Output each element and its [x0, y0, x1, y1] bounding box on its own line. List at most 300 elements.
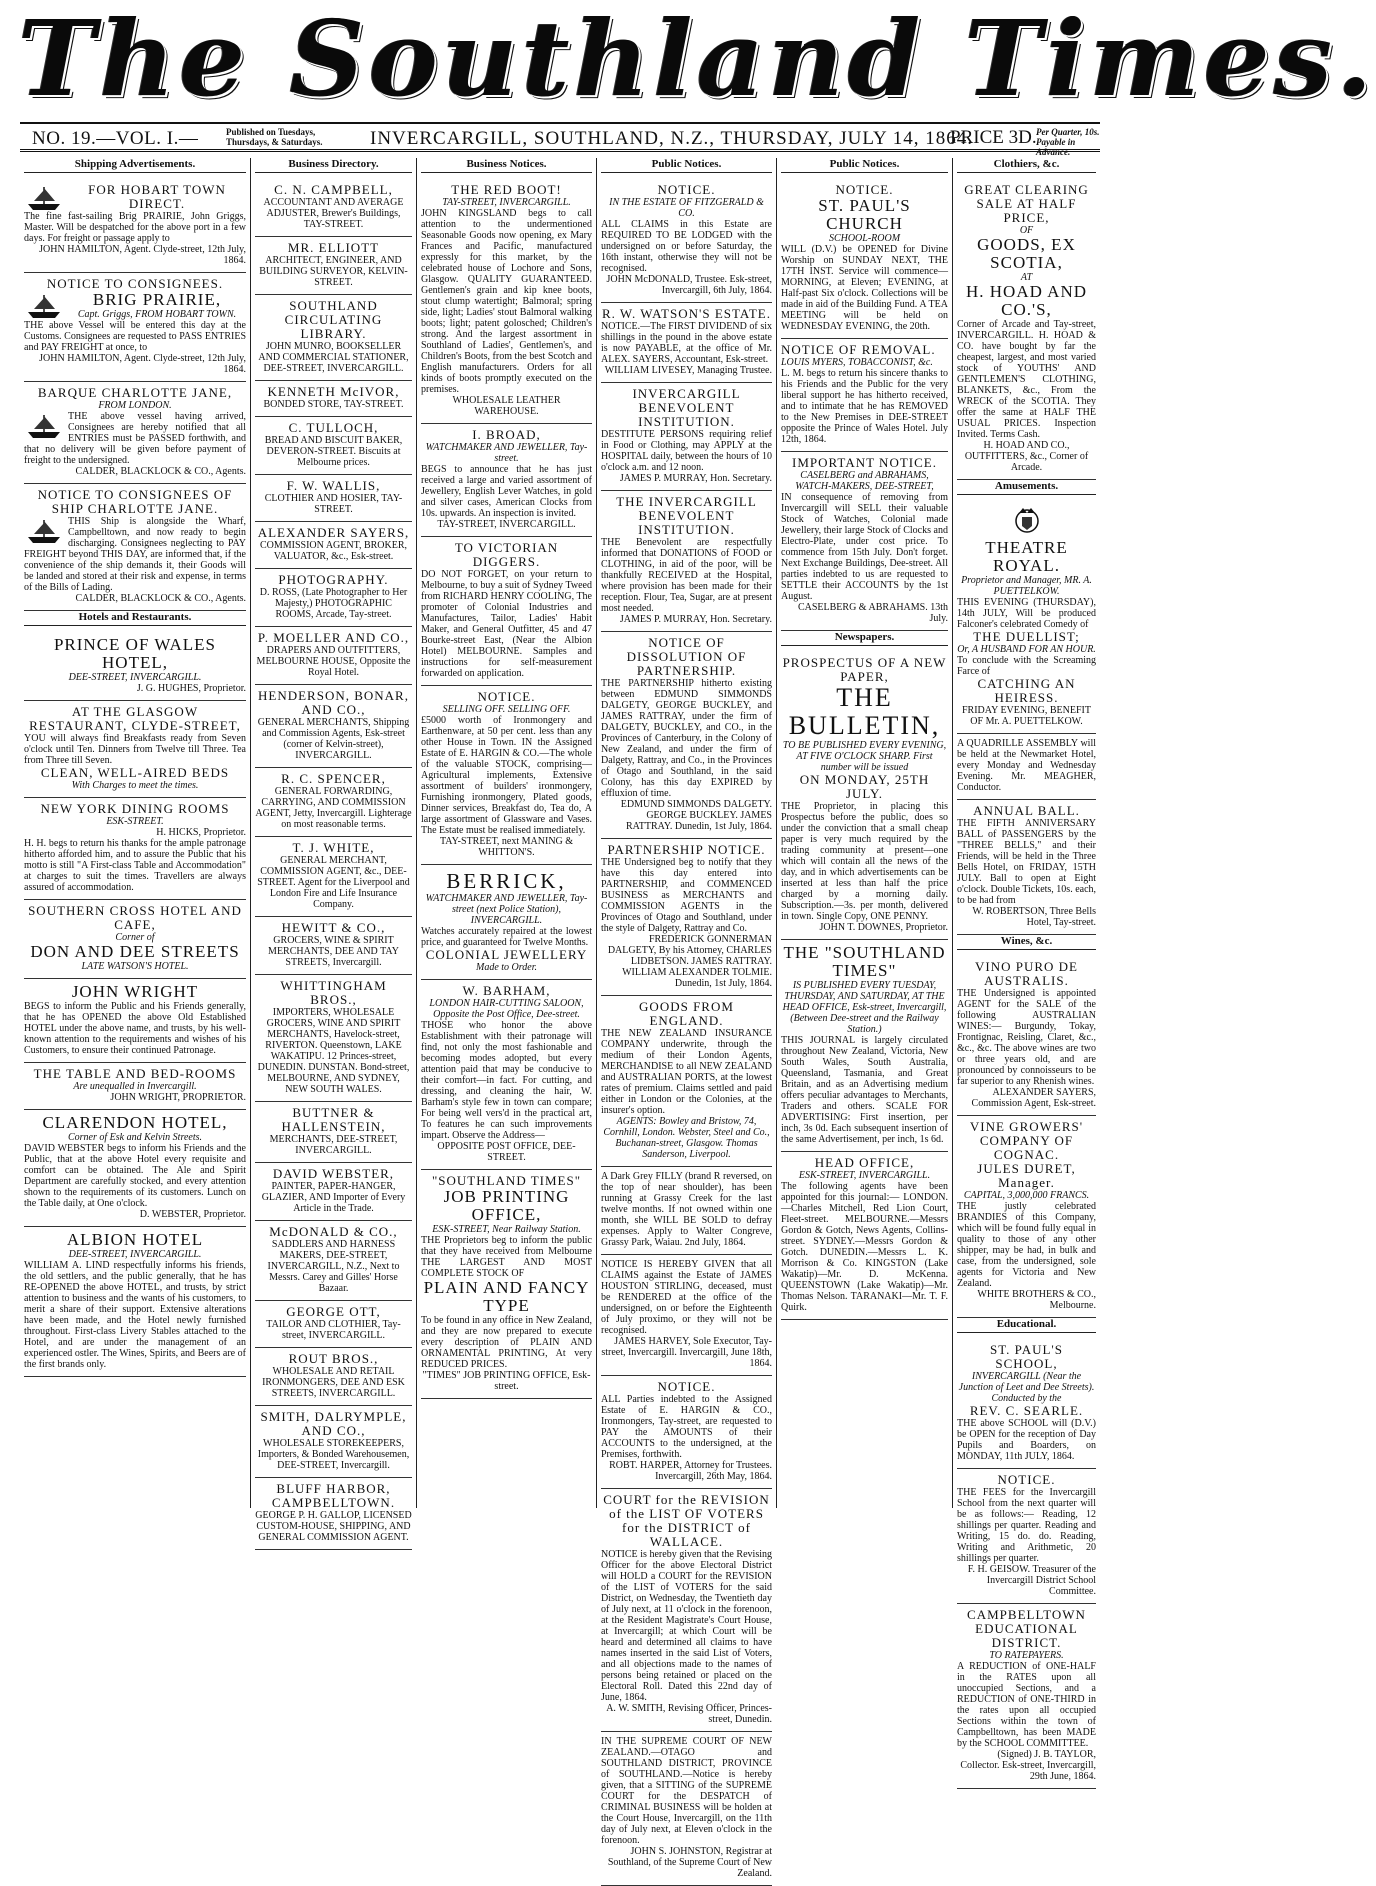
directory-entry-name: MR. ELLIOTT — [287, 240, 380, 255]
advert-heading: CAMPBELLTOWN EDUCATIONAL DISTRICT. — [967, 1607, 1086, 1650]
advert-heading: NEW YORK DINING ROOMS — [40, 801, 230, 816]
advert — [24, 632, 246, 701]
advert-subtitle: CAPITAL, 3,000,000 FRANCS. — [963, 1190, 1090, 1201]
advert — [601, 1167, 772, 1255]
advert-body: IN consequence of removing from Invercargill will SELL their valuable Stock of Watches, Colonial made Jewellery, their large Stock of Clocks and Electro-Plate, under cost price. To commence from 15th July. Don't forget. Next Exchange Buildings, Dee-street. All parties indebted to us are requested to SETTLE their ACCOUNTS by the 1st August. — [781, 492, 948, 602]
advert-body: NOTICE IS HEREBY GIVEN that all CLAIMS against the Estate of JAMES HOUSTON STIRLING, deceased, must be RENDERED at the office of the undersigned, on or before the Eighteenth of July proximo, or they will not be recognised. — [601, 1259, 772, 1336]
advert-signature: CASELBERG & ABRAHAMS. 13th July. — [797, 602, 948, 624]
directory-entry-name: DAVID WEBSTER, — [272, 1166, 395, 1181]
advert-heading: NOTICE. — [657, 182, 716, 197]
section-heading: Public Notices. — [601, 158, 772, 173]
column-business-directory — [250, 158, 416, 1543]
advert-body: THE NEW ZEALAND INSURANCE COMPANY underwrite, through the medium of their London Agents, MERCHANDISE to all NEW ZEALAND and AUSTRALIAN PORTS, at the lowest rates of premium. Claims settled and paid either in London or the Colonies, at the insurer's option. — [601, 1028, 772, 1116]
advert-body: YOU will always find Breakfasts ready from Seven o'clock until Ten. Dinners from Twelve till Three. Tea from Three till Seven. — [24, 733, 246, 766]
advert-body: To be found in any office in New Zealand, and they are now prepared to execute every description of PLAIN AND ORNAMENTAL PRINTING, At very REDUCED PRICES. — [421, 1315, 592, 1370]
directory-entry-details: COMMISSION AGENT, BROKER, VALUATOR, &c., Esk-street. — [259, 540, 408, 562]
advert-subtitle: Made to Order. — [475, 962, 537, 973]
place-date: INVERCARGILL, SOUTHLAND, N.Z., THURSDAY, JULY 14, 1864. — [370, 128, 974, 149]
subscription-terms: Per Quarter, 10s. Payable in Advance. — [1036, 127, 1100, 157]
advert-signature: JOHN WRIGHT, PROPRIETOR. — [110, 1092, 246, 1103]
advert-body: THE Undersigned is appointed AGENT for the SALE of the following AUSTRALIAN WINES:— Burgundy, Tokay, Frontignac, Reisling, Claret, &c., &c., &c. The above wines are two or three years old, and are pronounced by connoisseurs to be far superior to any Rhenish wines. — [957, 988, 1096, 1087]
advert-heading: PROSPECTUS OF A NEW PAPER, — [782, 655, 947, 684]
advert-heading: NOTICE OF DISSOLUTION OF PARTNERSHIP. — [626, 635, 747, 678]
advert-body: DESTITUTE PERSONS requiring relief in Food or Clothing, may APPLY at the HOSPITAL daily, between the hours of 10 o'clock a.m. and 12 noon. — [601, 429, 772, 473]
directory-entry-details: DRAPERS AND OUTFITTERS, MELBOURNE HOUSE, Opposite the Royal Hotel. — [256, 645, 411, 678]
advert-body: THIS EVENING (THURSDAY), 14th JULY, Will be produced Falconer's celebrated Comedy of — [957, 597, 1096, 630]
advert — [24, 701, 246, 798]
section-heading: Shipping Advertisements. — [24, 158, 246, 173]
directory-entry-name: HENDERSON, BONAR, AND CO., — [258, 688, 409, 717]
advert — [957, 800, 1096, 935]
advert-signature: D. WEBSTER, Proprietor. — [139, 1209, 246, 1220]
directory-list — [255, 179, 412, 1550]
advert-body: NOTICE is hereby given that the Revising Officer for the above Electoral District will HOLD a COURT for the REVISION of the LIST of VOTERS for the said District, on Wednesday, the Twentieth day of July next, at 11 o'clock in the forenoon, at the Resident Magistrate's Court House, at Invercargill; at which Court will be heard and determined all claims to have names inserted in the said List of Voters, and all objections made to the names of persons being retained or placed on the Electoral Roll. Dated this 22nd day of June, 1864. — [601, 1549, 772, 1703]
advert-signature: TAY-STREET, next MANING & WHITTON'S. — [439, 836, 574, 858]
advert-heading: BARQUE CHARLOTTE JANE, — [37, 385, 233, 400]
directory-entry-name: ALEXANDER SAYERS, — [257, 525, 410, 540]
advert — [421, 865, 592, 980]
directory-entry-details: JOHN MUNRO, BOOKSELLER AND COMMERCIAL STATIONER, DEE-STREET, INVERCARGILL. — [258, 341, 409, 374]
advert — [957, 734, 1096, 800]
advert-body: NOTICE.—The FIRST DIVIDEND of six shillings in the pound in the above estate is now PAYABLE, at the office of Mr. ALEX. SAYERS, Accountant, Esk-street. — [601, 321, 772, 365]
directory-entry-details: GENERAL MERCHANTS, Shipping and Commission Agents, Esk-street (corner of Kelvin-street), INVERCARGILL. — [257, 717, 410, 761]
advert — [601, 1732, 772, 1886]
advert-heading: CLEAN, WELL-AIRED BEDS — [40, 765, 230, 780]
advert-body: ALL Parties indebted to the Assigned Estate of E. HARGIN & CO., Ironmongers, Tay-street, are requested to PAY the AMOUNTS of their ACCOUNTS to the undersigned, at the Premises, forthwith. — [601, 1394, 772, 1460]
advert-heading: ON MONDAY, 25TH JULY. — [799, 772, 930, 801]
advert — [601, 179, 772, 303]
advert-signature: WHITE BROTHERS & CO., Melbourne. — [977, 1289, 1096, 1311]
advert-heading: NOTICE OF REMOVAL. — [781, 342, 936, 357]
advert-title: ST. PAUL'S CHURCH — [818, 196, 911, 233]
advert-signature: FRIDAY EVENING, BENEFIT OF Mr. A. PUETTELKOW. — [962, 705, 1091, 727]
advert-subtitle: IS PUBLISHED EVERY TUESDAY, THURSDAY, AND SATURDAY, AT THE HEAD OFFICE, Esk-street, Invercargill, (Between Dee-street and the Railway Station.) — [782, 980, 947, 1035]
advert-subtitle: Are unequalled in Invercargill. — [73, 1081, 197, 1092]
directory-entry — [255, 569, 412, 627]
advert-signature: A. W. SMITH, Revising Officer, Princes-street, Dunedin. — [606, 1703, 772, 1725]
advert-subtitle: LOUIS MYERS, TOBACCONIST, &c. — [781, 357, 933, 368]
advert-body: The following agents have been appointed for this journal:— LONDON.—Charles Mitchell, Red Lion Court, Fleet-street. MELBOURNE.—Messrs Gordon & Gotch, News Agents, Collins-street. SYDNEY.—Messrs Gordon & Gotch. DUNEDIN.—Messrs L. K. Morrison & Co. KINGSTON (Lake Wakatip)—Mr. D. McKenna. QUEENSTOWN (Lake Wakatip)—Mr. Thomas Nelson. TARANAKI—Mr. T. F. Quirk. — [781, 1181, 948, 1313]
dateline — [20, 122, 1100, 157]
advert-subtitle: TO BE PUBLISHED EVERY EVENING, AT FIVE O'CLOCK SHARP. First number will be issued — [782, 740, 947, 773]
advert-heading: ANNUAL BALL. — [973, 803, 1080, 818]
advert-heading: NOTICE. — [835, 182, 894, 197]
advert-signature: H. HICKS, Proprietor. — [156, 827, 246, 838]
column-public-notices — [596, 158, 776, 1879]
advert-body: DAVID WEBSTER begs to inform his Friends and the Public, that at the above Hotel every requisite and comfort can be obtained. The Ale and Spirit Department are carefully stocked, and every attention shown to the requirements of its customers. Lunch on the Table daily, at One o'clock. — [24, 1143, 246, 1209]
advert — [781, 179, 948, 339]
section-heading: Wines, &c. — [957, 935, 1096, 950]
directory-entry — [255, 381, 412, 417]
advert-title: BERRICK, — [446, 869, 567, 893]
advert-subtitle: WATCHMAKER AND JEWELLER, Tay-street (next Police Station), INVERCARGILL. — [425, 893, 588, 926]
advert — [24, 1063, 246, 1110]
advert — [957, 1604, 1096, 1789]
advert — [957, 1116, 1096, 1318]
advert-subtitle: IN THE ESTATE OF FITZGERALD & CO. — [609, 197, 764, 219]
advert-heading: THE DUELLIST; — [973, 629, 1080, 644]
section-heading: Newspapers. — [781, 631, 948, 646]
advert — [601, 996, 772, 1167]
directory-entry-details: TAILOR AND CLOTHIER, Tay-street, INVERCARGILL. — [266, 1319, 401, 1341]
directory-entry-details: D. ROSS, (Late Photographer to Her Majesty,) PHOTOGRAPHIC ROOMS, Arcade, Tay-street. — [259, 587, 408, 620]
directory-entry — [255, 522, 412, 569]
advert-subtitle: SELLING OFF. SELLING OFF. — [442, 704, 571, 715]
directory-entry-name: F. W. WALLIS, — [286, 478, 381, 493]
directory-entry-name: C. N. CAMPBELL, — [274, 182, 393, 197]
advert — [601, 1376, 772, 1489]
advert-heading: THE RED BOOT! — [451, 182, 562, 197]
advert-signature: F. H. GEISOW. Treasurer of the Invercargill District School Committee. — [967, 1564, 1096, 1597]
advert-signature: WILLIAM LIVESEY, Managing Trustee. — [604, 365, 772, 376]
directory-entry-name: GEORGE OTT, — [286, 1304, 381, 1319]
directory-entry — [255, 475, 412, 522]
advert-signature: ROBT. HARPER, Attorney for Trustees. Invercargill, 26th May, 1864. — [609, 1460, 772, 1482]
directory-entry-name: BLUFF HARBOR, CAMPBELLTOWN. — [271, 1481, 396, 1510]
advert-title: BRIG PRAIRIE, — [92, 290, 222, 309]
directory-entry-details: ARCHITECT, ENGINEER, AND BUILDING SURVEYOR, KELVIN-STREET. — [259, 255, 408, 288]
advert-subtitle: Or, A HUSBAND FOR AN HOUR. — [957, 644, 1096, 655]
advert-body: THE Benevolent are respectfully informed that DONATIONS of FOOD or CLOTHING, in aid of the poor, will be thankfully RECEIVED at the Hospital, where provision has been made for their reception. Flour, Tea, Sugar, are at present most needed. — [601, 537, 772, 614]
advert-title: PRINCE OF WALES HOTEL, — [53, 635, 217, 672]
advert-subtitle: AGENTS: Bowley and Bristow, 74, Cornhill, London. Webster, Steel and Co., Buchanan-street, Glasgow. Thomas Sanderson, Liverpool. — [603, 1116, 770, 1160]
advert-subtitle: With Charges to meet the times. — [71, 780, 199, 791]
advert-title: GOODS, EX SCOTIA, — [977, 235, 1076, 272]
column-shipping-hotels — [20, 158, 250, 1508]
advert-subtitle: Corner of — [115, 932, 155, 943]
advert — [957, 1469, 1096, 1604]
advert — [421, 424, 592, 537]
advert-signature: "TIMES" JOB PRINTING OFFICE, Esk-street. — [422, 1370, 591, 1392]
advert-title: THE "SOUTHLAND TIMES" — [783, 943, 946, 980]
ship-icon — [24, 413, 64, 439]
advert — [24, 1110, 246, 1227]
advert-subtitle: TO RATEPAYERS. — [989, 1650, 1064, 1661]
directory-entry — [255, 237, 412, 295]
advert-body: THE Proprietors beg to inform the public that they have received from Melbourne THE LARGEST AND MOST COMPLETE STOCK OF — [421, 1235, 592, 1279]
directory-entry — [255, 1406, 412, 1478]
directory-entry-details: BONDED STORE, TAY-STREET. — [263, 399, 404, 410]
advert-body: THE PARTNERSHIP hitherto existing between EDMUND SIMMONDS DALGETY, GEORGE BUCKLEY, and JAMES RATTRAY, under the firm of DALGETY, BUCKLEY, and CO., in the Provinces of Canterbury, in the Colony of New Zealand, and under the firm of Dalgety, Rattray, and Co., in the Provinces of Otago and Southland, in the said Colony, has this day EXPIRED by effluxion of time. — [601, 678, 772, 799]
advert — [957, 501, 1096, 734]
directory-entry-details: GEORGE P. H. GALLOP, LICENSED CUSTOM-HOUSE, SHIPPING, AND GENERAL COMMISSION AGENT. — [255, 1510, 412, 1543]
directory-entry-details: GENERAL FORWARDING, CARRYING, AND COMMISSION AGENT, Jetty, Invercargill. Lighterage on most reasonable terms. — [255, 786, 412, 830]
advert — [957, 1339, 1096, 1469]
advert-body: BEGS to announce that he has just received a large and varied assortment of Jewellery, English Lever Watches, in gold and silver cases, American Clocks from 10s. upwards. An inspection is invited. — [421, 464, 592, 519]
advert-body: ALL CLAIMS in this Estate are REQUIRED TO BE LODGED with the undersigned on or before Saturday, the 16th instant, otherwise they will not be recognised. — [601, 219, 772, 274]
advert-signature: W. ROBERTSON, Three Bells Hotel, Tay-street. — [972, 906, 1096, 928]
advert-title: THEATRE ROYAL. — [985, 538, 1068, 575]
advert-body: WILLIAM A. LIND respectfully informs his friends, the old settlers, and the public generally, that he has RE-OPENED the above HOTEL, and trusts, by strict attention to business and the wants of his customers, to merit a share of their support. Extensive alterations have been made, and the Hotel newly furnished throughout. First-class Livery Stables attached to the Hotel, and are under the management of an experienced ostler. The Wines, Spirits, and Beers are of the first brands only. — [24, 1260, 246, 1370]
advert-heading: JULES DURET, Manager. — [977, 1161, 1076, 1190]
advert-heading: NOTICE. — [477, 689, 536, 704]
advert-heading: AT THE GLASGOW RESTAURANT, CLYDE-STREET, — [29, 704, 241, 733]
advert-signature: EDMUND SIMMONDS DALGETY. GEORGE BUCKLEY. JAMES RATTRAY. Dunedin, 1st July, 1864. — [620, 799, 772, 832]
advert-body: The fine fast-sailing Brig PRAIRIE, John Griggs, Master. Will be despatched for the above port in a few days. For freight or passage apply to — [24, 211, 246, 244]
directory-entry — [255, 417, 412, 475]
advert-heading: NOTICE TO CONSIGNEES. — [46, 276, 224, 291]
advert — [24, 179, 246, 273]
directory-entry-details: SADDLERS AND HARNESS MAKERS, DEE-STREET, INVERCARGILL, N.Z., Next to Messrs. Carey and Gilles' Horse Bazaar. — [267, 1239, 400, 1294]
directory-entry-details: GENERAL MERCHANT, COMMISSION AGENT, &c., DEE-STREET. Agent for the Liverpool and London Fire and Life Insurance Company. — [257, 855, 410, 910]
columns — [20, 158, 1100, 1879]
advert-signature: H. HOAD AND CO., OUTFITTERS, &c., Corner of Arcade. — [964, 440, 1089, 473]
directory-entry-name: SOUTHLAND CIRCULATING LIBRARY. — [284, 298, 383, 341]
advert-subtitle: WATCHMAKER AND JEWELLER, Tay-street. — [425, 442, 588, 464]
directory-entry — [255, 975, 412, 1102]
advert-title: ALBION HOTEL — [66, 1230, 204, 1249]
advert — [781, 1152, 948, 1320]
advert — [421, 537, 592, 686]
advert-signature: OPPOSITE POST OFFICE, DEE-STREET. — [437, 1141, 576, 1163]
advert-body: THE above vessel having arrived, Consignees are hereby notified that all ENTRIES must be PASSED forthwith, and that no delivery will be given before payment of freight to the undersigned. — [24, 411, 246, 466]
advert-signature: (Signed) J. B. TAYLOR, Collector. Esk-street, Invercargill, 29th June, 1864. — [960, 1749, 1096, 1782]
publication-days: Published on Tuesdays, Thursdays, & Saturdays. — [226, 127, 323, 147]
advert-heading: NOTICE TO CONSIGNEES OF SHIP CHARLOTTE JANE. — [37, 487, 233, 516]
advert-heading: R. W. WATSON'S ESTATE. — [602, 306, 771, 321]
advert-subtitle: SCHOOL-ROOM — [828, 233, 901, 244]
section-heading: Clothiers, &c. — [957, 158, 1096, 173]
advert — [24, 273, 246, 382]
advert-subtitle: Capt. Griggs, FROM HOBART TOWN. — [77, 309, 237, 320]
advert — [601, 491, 772, 632]
advert-heading: NOTICE. — [657, 1379, 716, 1394]
column-business-notices — [416, 158, 596, 1508]
advert-subtitle: Proprietor and Manager, MR. A. PUETTELKOW. — [961, 575, 1092, 597]
advert-body: THIS JOURNAL is largely circulated throughout New Zealand, Victoria, New South Wales, South Australia, Queensland, Tasmania, and Great Britain, and as an Advertising medium offers peculiar advantages to Merchants, Traders and others. SCALE FOR ADVERTISING: First insertion, per inch, 3s 0d. Each subsequent insertion of the same Advertisement, per inch, 1s 6d. — [781, 1035, 948, 1145]
advert-signature: CALDER, BLACKLOCK & CO., Agents. — [75, 466, 246, 477]
directory-entry — [255, 917, 412, 975]
advert-subtitle: OF — [1019, 225, 1034, 236]
advert-body: A REDUCTION of ONE-HALF in the RATES upon all unoccupied Sections, and a REDUCTION of ONE-THIRD in the rates upon all occupied Sections within the town of Campbelltown, has been MADE by the SCHOOL COMMITTEE. — [957, 1661, 1096, 1749]
section-heading: Public Notices. — [781, 158, 948, 173]
directory-entry-details: BREAD AND BISCUIT BAKER, DEVERON-STREET. Biscuits at Melbourne prices. — [264, 435, 403, 468]
advert-subtitle: TAY-STREET, INVERCARGILL. — [442, 197, 571, 208]
advert — [781, 452, 948, 631]
directory-entry-name: McDONALD & CO., — [269, 1224, 398, 1239]
directory-entry-name: C. TULLOCH, — [288, 420, 379, 435]
directory-entry-name: T. J. WHITE, — [292, 840, 375, 855]
advert-removal-notice — [781, 339, 948, 452]
advert-body: THOSE who honor the above Establishment with their patronage will find, not only the most fashionable and becoming modes adopted, but every attention paid that may be conducive to their comfort—in fact. For cutting, and dressing, and cleaning the hair, W. Barham's style few in town can compare; For being well vers'd in the practical art, To features he can such improvements impart. Observe the Address— — [421, 1020, 592, 1141]
column-public-notices-2 — [776, 158, 952, 1508]
advert-body: £5000 worth of Ironmongery and Earthenware, at 50 per cent. less than any other House in Town. IN the Assigned Estate of E. HARGIN & CO.—The whole of the valuable STOCK, comprising—Agricultural implements, Extensive assortment of builders' ironmongery, Furnishing ironmongery, Plated goods, Dinner services, Breakfast do, Tea do, A large assortment of Glassware and Vases. The Estate must be realised immediately. — [421, 715, 592, 836]
advert-signature: JAMES P. MURRAY, Hon. Secretary. — [619, 614, 772, 625]
directory-entry-details: ACCOUNTANT AND AVERAGE ADJUSTER, Brewer's Buildings, TAY-STREET. — [263, 197, 404, 230]
advert-body: Corner of Arcade and Tay-street, INVERCARGILL. H. HOAD & CO. have bought by far the cheapest, largest, and most varied stock of YOUTHS' AND GENTLEMEN'S CLOTHING, BLANKETS, &c., From the WRECK of the SCOTIA. They offer the same at HALF THE USUAL PRICES. Inspection Invited. Terms Cash. — [957, 319, 1096, 440]
advert — [957, 956, 1096, 1116]
directory-entry-name: KENNETH McIVOR, — [267, 384, 400, 399]
advert-heading: W. BARHAM, — [462, 983, 551, 998]
advert-body: BEGS to inform the Public and his Friends generally, that he has OPENED the above Old Established HOTEL under the above name, and trusts, by his well-known attention to the requirements and wishes of his Customers, to ensure their continued Patronage. — [24, 1001, 246, 1056]
advert-subtitle: INVERCARGILL (Near the Junction of Leet and Dee Streets). Conducted by the — [958, 1371, 1095, 1404]
advert-signature: JAMES HARVEY, Sole Executor, Tay-street, Invercargill. Invercargill, June 18th, 1864. — [601, 1336, 772, 1369]
advert — [601, 632, 772, 839]
advert-body: THE Proprietor, in placing this Prospectus before the public, does so under the conviction that a small cheap paper is very much required by the trading community at present—one which will contain all the news of the day, and in which advertisements can be inserted at less than half the price charged by a morning daily. Subscription.—3s. per month, delivered in town. Single Copy, ONE PENNY. — [781, 801, 948, 922]
advert-body: DO NOT FORGET, on your return to Melbourne, to buy a suit of Sydney Tweed from RICHARD HENRY COOLING, The promoter of Colonial Industries and Manufactures, Tailor, Ladies' Habit Maker, and General Outfitter, 45 and 47 Bourke-street East, (Near the Albion Hotel) MELBOURNE. Samples and instructions for self-measurement forwarded on application. — [421, 569, 592, 679]
advert — [601, 1255, 772, 1376]
section-heading: Amusements. — [957, 480, 1096, 495]
advert-body: THE justly celebrated BRANDIES of this Company, which will be found fully equal in quality to those of any other shipper, may be had, in bulk and case, from the undersigned, sole agents for Victoria and New Zealand. — [957, 1201, 1096, 1289]
advert-title: H. HOAD AND CO.'S, — [965, 282, 1088, 319]
advert-signature: FREDERICK GONNERMAN DALGETY, By his Attorney, CHARLES LIDBETSON. JAMES RATTRAY. WILLIAM ALEXANDER TOLMIE. Dunedin, 1st July, 1864. — [607, 934, 772, 989]
directory-entry — [255, 1478, 412, 1550]
directory-entry-details: WHOLESALE STOREKEEPERS, Importers, & Bonded Warehousemen, DEE-STREET, Invercargill. — [257, 1438, 410, 1471]
advert-heading: "SOUTHLAND TIMES" — [431, 1173, 582, 1188]
advert-heading: REV. C. SEARLE. — [969, 1403, 1084, 1418]
advert-signature: WHOLESALE LEATHER WAREHOUSE. — [452, 395, 561, 417]
advert — [24, 1227, 246, 1377]
directory-entry — [255, 1348, 412, 1406]
advert-body: A Dark Grey FILLY (brand R reversed, on the top of near shoulder), has been running at Grassy Creek for the last twelve months. If not owned within one month, she WILL BE SOLD to defray expenses. Apply to Walter Congreve, Grassy Park, Waiau. 2nd July, 1864. — [601, 1171, 772, 1248]
advert-body: H. H. begs to return his thanks for the ample patronage hitherto afforded him, and to assure the Public that his motto is still "A First-class Table and Accommodation" at charges to suit the times. Travellers are always assured of accommodation. — [24, 838, 246, 893]
advert-heading: I. BROAD, — [472, 427, 541, 442]
advert — [24, 382, 246, 484]
directory-entry-name: PHOTOGRAPHY. — [278, 572, 389, 587]
advert-heading: GOODS FROM ENGLAND. — [639, 999, 734, 1028]
advert-signature: JOHN HAMILTON, Agent. Clyde-street, 12th July, 1864. — [39, 244, 246, 266]
advert — [601, 1489, 772, 1732]
advert-signature: JOHN T. DOWNES, Proprietor. — [819, 922, 948, 933]
advert-subtitle: FROM LONDON. — [98, 400, 172, 411]
advert-body: Watches accurately repaired at the lowest price, and guaranteed for Twelve Months. — [421, 926, 592, 948]
advert — [24, 484, 246, 611]
directory-entry — [255, 1102, 412, 1163]
advert-heading: THE TABLE AND BED-ROOMS — [33, 1066, 237, 1081]
advert — [601, 303, 772, 383]
advert-signature: J. G. HUGHES, Proprietor. — [136, 683, 246, 694]
directory-entry-name: WHITTINGHAM BROS., — [280, 978, 387, 1007]
directory-entry — [255, 1163, 412, 1221]
advert-body: To conclude with the Screaming Farce of — [957, 655, 1096, 677]
advert-body: A QUADRILLE ASSEMBLY will be held at the Newmarket Hotel, every Monday and Wednesday Evening. Mr. MEAGHER, Conductor. — [957, 738, 1096, 793]
advert-heading: PARTNERSHIP NOTICE. — [607, 842, 766, 857]
advert-title: PLAIN AND FANCY TYPE — [423, 1278, 590, 1315]
advert-heading: INVERCARGILL BENEVOLENT INSTITUTION. — [632, 386, 741, 429]
directory-entry — [255, 768, 412, 837]
directory-entry-name: BUTTNER & HALLENSTEIN, — [281, 1105, 386, 1134]
advert-title: DON AND DEE STREETS — [30, 942, 240, 961]
directory-entry-name: SMITH, DALRYMPLE, AND CO., — [260, 1409, 407, 1438]
advert — [421, 980, 592, 1170]
ship-icon — [24, 185, 64, 211]
section-heading: Educational. — [957, 1318, 1096, 1333]
column-clothiers-amusements — [952, 158, 1100, 1782]
advert-subtitle: ESK-STREET, Near Railway Station. — [432, 1224, 581, 1235]
royal-crest-icon — [1007, 505, 1047, 535]
advert-title: THE BULLETIN, — [788, 683, 941, 740]
advert-title: JOHN WRIGHT — [71, 982, 199, 1001]
advert-subtitle: AT — [1020, 272, 1033, 283]
directory-entry-details: IMPORTERS, WHOLESALE GROCERS, WINE AND SPIRIT MERCHANTS, Havelock-street, RIVERTON. Queenstown, LAKE WAKATIPU. 12 Princes-street, DUNEDIN. DUNSTAN. Bond-street, MELBOURNE, AND SYDNEY, NEW SOUTH WALES. — [257, 1007, 410, 1095]
advert-signature: JOHN S. JOHNSTON, Registrar at Southland, of the Supreme Court of New Zealand. — [607, 1846, 772, 1879]
advert — [601, 383, 772, 491]
advert-body: THE above Vessel will be entered this day at the Customs. Consignees are requested to PASS ENTRIES and PAY FREIGHT at once, to — [24, 320, 246, 353]
advert-heading: SOUTHERN CROSS HOTEL AND CAFE, — [28, 903, 242, 932]
advert-title: JOB PRINTING OFFICE, — [443, 1187, 570, 1224]
advert — [24, 979, 246, 1063]
directory-entry-name: R. C. SPENCER, — [281, 771, 386, 786]
directory-entry-details: MERCHANTS, DEE-STREET, INVERCARGILL. — [269, 1134, 398, 1156]
advert-heading: GREAT CLEARING SALE AT HALF PRICE, — [964, 182, 1089, 225]
advert-body: L. M. begs to return his sincere thanks to his Friends and the Public for the very liberal support he has hitherto received, and to intimate that he has REMOVED to the New Premises in DEE-STREET opposite the Prince of Wales Hotel. July 12th, 1864. — [781, 368, 948, 445]
advert-body: JOHN KINGSLAND begs to call attention to the undermentioned Seasonable Goods now opening, ex Mary Frances and Pacific, manufactured expressly for this market, by the celebrated house of Lochore and Sons, Glasgow. QUALITY GUARANTEED. Gentlemen's grain and kip knee boots, stout clump watertight; Balmoral; spring side, light; Ladies' stout Balmoral walking boots; light; patent golosched; Children's strong. And the largest assortment in Southland of Ladies', Gentlemen's, and Children's Boots, from the best Scotch and English manufacturers. Orders for all kinds of boots promptly executed on the premises. — [421, 208, 592, 395]
section-heading: Hotels and Restaurants. — [24, 611, 246, 626]
directory-entry — [255, 1221, 412, 1301]
advert-body: WILL (D.V.) be OPENED for Divine Worship on SUNDAY NEXT, THE 17TH INST. Service will commence—MORNING, at Eleven; EVENING, at Half-past Six o'clock. Collections will be made in aid of the Building Fund. A TEA MEETING will be held on WEDNESDAY EVENING, the 20th. — [781, 244, 948, 332]
ship-icon — [24, 293, 64, 319]
advert-heading: CATCHING AN HEIRESS. — [977, 676, 1076, 705]
directory-entry-name: HEWITT & CO., — [281, 920, 386, 935]
advert-subtitle: CASELBERG and ABRAHAMS, WATCH-MAKERS, DEE-STREET, — [795, 470, 934, 492]
advert-subtitle: LONDON HAIR-CUTTING SALOON, Opposite the Post Office, Dee-street. — [429, 998, 584, 1020]
directory-entry — [255, 685, 412, 768]
masthead — [0, 0, 1376, 124]
advert-signature: JAMES P. MURRAY, Hon. Secretary. — [619, 473, 772, 484]
ship-icon — [24, 518, 64, 544]
advert-signature: ALEXANDER SAYERS, Commission Agent, Esk-street. — [971, 1087, 1096, 1109]
directory-entry — [255, 1301, 412, 1348]
advert — [781, 940, 948, 1152]
directory-entry — [255, 837, 412, 917]
directory-entry — [255, 295, 412, 381]
section-heading: Business Notices. — [421, 158, 592, 173]
advert-subtitle: Corner of Esk and Kelvin Streets. — [67, 1132, 203, 1143]
advert-heading: VINO PURO DE AUSTRALIS. — [975, 959, 1078, 988]
advert-heading: FOR HOBART TOWN DIRECT. — [88, 182, 226, 211]
advert — [421, 686, 592, 865]
advert — [781, 652, 948, 940]
newspaper-title: The Southland Times. — [18, 0, 1376, 120]
directory-entry-details: CLOTHIER AND HOSIER, TAY-STREET. — [264, 493, 403, 515]
section-heading: Business Directory. — [255, 158, 412, 173]
advert-heading: VINE GROWERS' COMPANY OF COGNAC. — [969, 1119, 1084, 1162]
advert-subtitle: ESK-STREET. — [106, 816, 164, 827]
advert-heading: TO VICTORIAN DIGGERS. — [454, 540, 559, 569]
advert-body: THE above SCHOOL will (D.V.) be OPEN for the reception of Day Pupils and Boarders, on MONDAY, 11th JULY, 1864. — [957, 1418, 1096, 1462]
advert-heading: THE INVERCARGILL BENEVOLENT INSTITUTION. — [616, 494, 757, 537]
advert-subtitle: DEE-STREET, INVERCARGILL. — [68, 672, 202, 683]
advert-heading: COLONIAL JEWELLERY — [425, 947, 588, 962]
directory-entry-details: PAINTER, PAPER-HANGER, GLAZIER, AND Importer of Every Article in the Trade. — [261, 1181, 406, 1214]
advert — [601, 839, 772, 996]
advert-signature: JOHN HAMILTON, Agent. Clyde-street, 12th July, 1864. — [39, 353, 246, 375]
advert-heading: ST. PAUL'S SCHOOL, — [989, 1342, 1064, 1371]
advert-body: THE Undersigned beg to notify that they have this day entered into PARTNERSHIP, and COMMENCED BUSINESS as MERCHANTS and COMMISSION AGENTS in the Provinces of Otago and Southland, under the style of Dalgety, Rattray and Co. — [601, 857, 772, 934]
advert-heading: HEAD OFFICE, — [814, 1155, 915, 1170]
advert — [421, 179, 592, 424]
advert-signature: CALDER, BLACKLOCK & CO., Agents. — [75, 593, 246, 604]
advert-subtitle: ESK-STREET, INVERCARGILL. — [798, 1170, 931, 1181]
directory-entry-details: GROCERS, WINE & SPIRIT MERCHANTS, DEE AND TAY STREETS, Invercargill. — [268, 935, 399, 968]
advert-heading: NOTICE. — [997, 1472, 1056, 1487]
advert — [24, 798, 246, 900]
directory-entry-name: ROUT BROS., — [288, 1351, 379, 1366]
advert-body: THE FIFTH ANNIVERSARY BALL of PASSENGERS by the "THREE BELLS," and their Friends, will be held in the Three Bells Hotel, on FRIDAY, 15TH JULY. Ball to open at Eight o'clock. Double Tickets, 10s. each, to be had from — [957, 818, 1097, 906]
advert-heading: IMPORTANT NOTICE. — [792, 455, 937, 470]
price: PRICE 3D. — [950, 127, 1037, 148]
advert-signature: TAY-STREET, INVERCARGILL. — [437, 519, 576, 530]
directory-entry-name: P. MOELLER AND CO., — [257, 630, 410, 645]
advert-subtitle: LATE WATSON'S HOTEL. — [81, 961, 189, 972]
advert-body: THE FEES for the Invercargill School from the next quarter will be as follows:— Reading, 12 shillings per quarter. Reading and Writing, 15 do. do. Reading, Writing and Arithmetic, 20 shillings per quarter. — [957, 1487, 1096, 1564]
directory-entry — [255, 627, 412, 685]
directory-entry-details: WHOLESALE AND RETAIL IRONMONGERS, DEE AND ESK STREETS, INVERCARGILL. — [262, 1366, 405, 1399]
advert — [421, 1170, 592, 1399]
issue-number: NO. 19.—VOL. I.— — [32, 128, 199, 149]
advert — [957, 179, 1096, 480]
advert — [24, 900, 246, 979]
